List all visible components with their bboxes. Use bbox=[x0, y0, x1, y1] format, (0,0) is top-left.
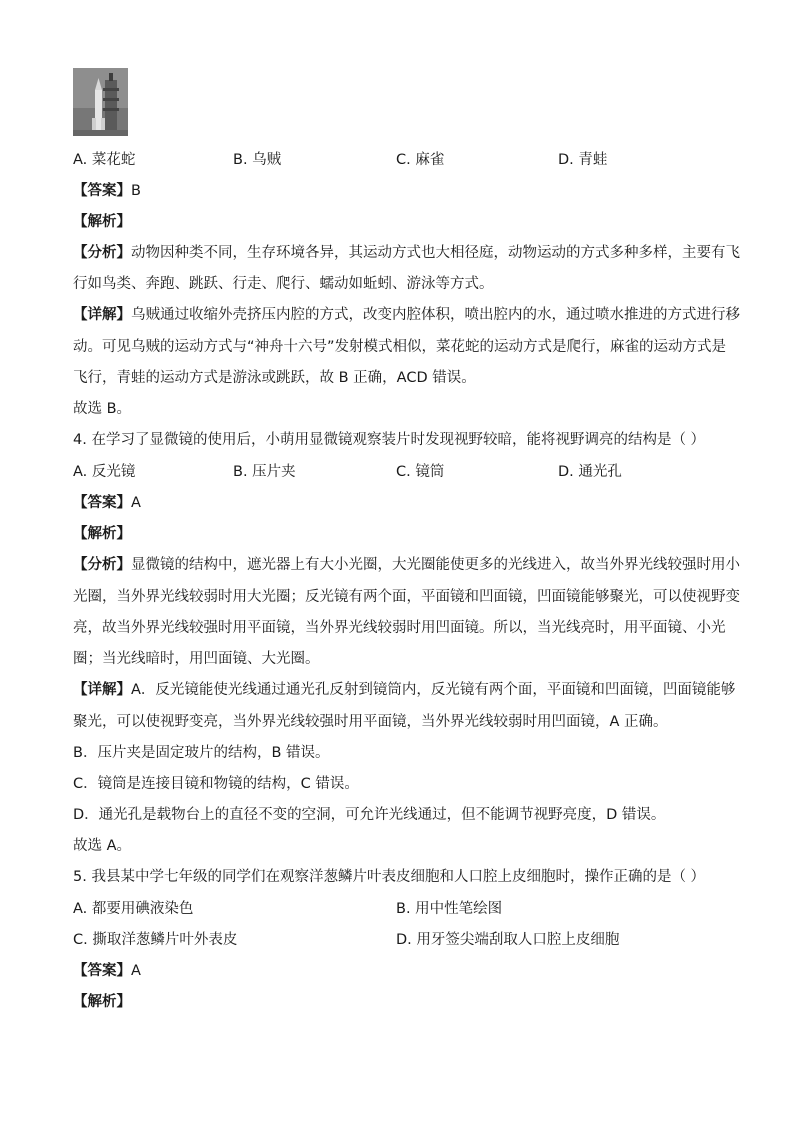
analysis-label: 【解析】 bbox=[73, 214, 131, 230]
rocket-launch-image bbox=[73, 68, 128, 136]
option-d: D. 用牙签尖端刮取人口腔上皮细胞 bbox=[396, 932, 620, 948]
answer-value: B bbox=[131, 183, 141, 199]
option-d: D. 通光孔 bbox=[558, 464, 622, 480]
fenxi-text: 亮，故当外界光线较强时用平面镜，当外界光线较弱时用凹面镜。所以，当光线亮时，用平面镜、小光 bbox=[73, 620, 726, 636]
option-a: A. 菜花蛇 bbox=[73, 152, 136, 168]
xiangjie-paragraph bbox=[73, 306, 740, 324]
conclusion: 故选 A。 bbox=[73, 838, 132, 854]
answer-value: A bbox=[131, 495, 141, 511]
xiangjie-tag: 【详解】 bbox=[73, 682, 131, 698]
fenxi-paragraph bbox=[73, 556, 740, 574]
answer-tag: 【答案】 bbox=[73, 495, 131, 511]
xiangjie-text: 动。可见乌贼的运动方式与“神舟十六号”发射模式相似，菜花蛇的运动方式是爬行，麻雀的运动方式是 bbox=[73, 339, 727, 355]
answer-tag: 【答案】 bbox=[73, 183, 131, 199]
fenxi-text: 行如鸟类、奔跑、跳跃、行走、爬行、蠕动如蚯蚓、游泳等方式。 bbox=[73, 276, 494, 292]
xiangjie-text: D．通光孔是载物台上的直径不变的空洞，可允许光线通过，但不能调节视野亮度，D 错误。 bbox=[73, 807, 666, 823]
option-c: C. 撕取洋葱鳞片叶外表皮 bbox=[73, 932, 238, 948]
rocket-launch-photo bbox=[73, 68, 128, 136]
question-4: 4. 在学习了显微镜的使用后，小萌用显微镜观察装片时发现视野较暗，能将视野调亮的结构是（ ） bbox=[73, 432, 706, 448]
xiangjie-paragraph bbox=[73, 681, 736, 699]
fenxi-text: 动物因种类不同，生存环境各异，其运动方式也大相径庭，动物运动的方式多种多样，主要有飞 bbox=[131, 245, 740, 261]
answer-tag: 【答案】 bbox=[73, 963, 131, 979]
option-b: B. 乌贼 bbox=[233, 152, 282, 168]
option-c: C. 镜筒 bbox=[396, 464, 445, 480]
option-b: B. 压片夹 bbox=[233, 464, 296, 480]
answer-line bbox=[73, 182, 728, 200]
xiangjie-text: 乌贼通过收缩外壳挤压内腔的方式，改变内腔体积，喷出腔内的水，通过喷水推进的方式进行移 bbox=[131, 307, 740, 323]
analysis-label: 【解析】 bbox=[73, 994, 131, 1010]
xiangjie-text: B．压片夹是固定玻片的结构，B 错误。 bbox=[73, 745, 330, 761]
xiangjie-text: A．反光镜能使光线通过通光孔反射到镜筒内，反光镜有两个面，平面镜和凹面镜，凹面镜能够 bbox=[131, 682, 736, 698]
answer-value: A bbox=[131, 963, 141, 979]
fenxi-text: 圈；当光线暗时，用凹面镜、大光圈。 bbox=[73, 651, 320, 667]
answer-line bbox=[73, 494, 728, 512]
xiangjie-text: 聚光，可以使视野变亮，当外界光线较强时用平面镜，当外界光线较弱时用凹面镜，A 正确。 bbox=[73, 714, 668, 730]
fenxi-tag: 【分析】 bbox=[73, 557, 131, 573]
fenxi-text: 光圈，当外界光线较弱时用大光圈；反光镜有两个面，平面镜和凹面镜，凹面镜能够聚光，可以使视野变 bbox=[73, 589, 740, 605]
xiangjie-text: C．镜筒是连接目镜和物镜的结构，C 错误。 bbox=[73, 776, 359, 792]
fenxi-tag: 【分析】 bbox=[73, 245, 131, 261]
option-a: A. 反光镜 bbox=[73, 464, 136, 480]
xiangjie-text: 飞行，青蛙的运动方式是游泳或跳跃，故 B 正确，ACD 错误。 bbox=[73, 370, 476, 386]
option-c: C. 麻雀 bbox=[396, 152, 445, 168]
fenxi-paragraph bbox=[73, 244, 740, 262]
option-a: A. 都要用碘液染色 bbox=[73, 901, 194, 917]
fenxi-text: 显微镜的结构中，遮光器上有大小光圈，大光圈能使更多的光线进入，故当外界光线较强时用小 bbox=[131, 557, 740, 573]
question-5: 5. 我县某中学七年级的同学们在观察洋葱鳞片叶表皮细胞和人口腔上皮细胞时，操作正确的是（ ） bbox=[73, 869, 706, 885]
analysis-label: 【解析】 bbox=[73, 526, 131, 542]
answer-line bbox=[73, 962, 728, 980]
option-d: D. 青蛙 bbox=[558, 152, 608, 168]
option-b: B. 用中性笔绘图 bbox=[396, 901, 503, 917]
conclusion: 故选 B。 bbox=[73, 401, 132, 417]
xiangjie-tag: 【详解】 bbox=[73, 307, 131, 323]
